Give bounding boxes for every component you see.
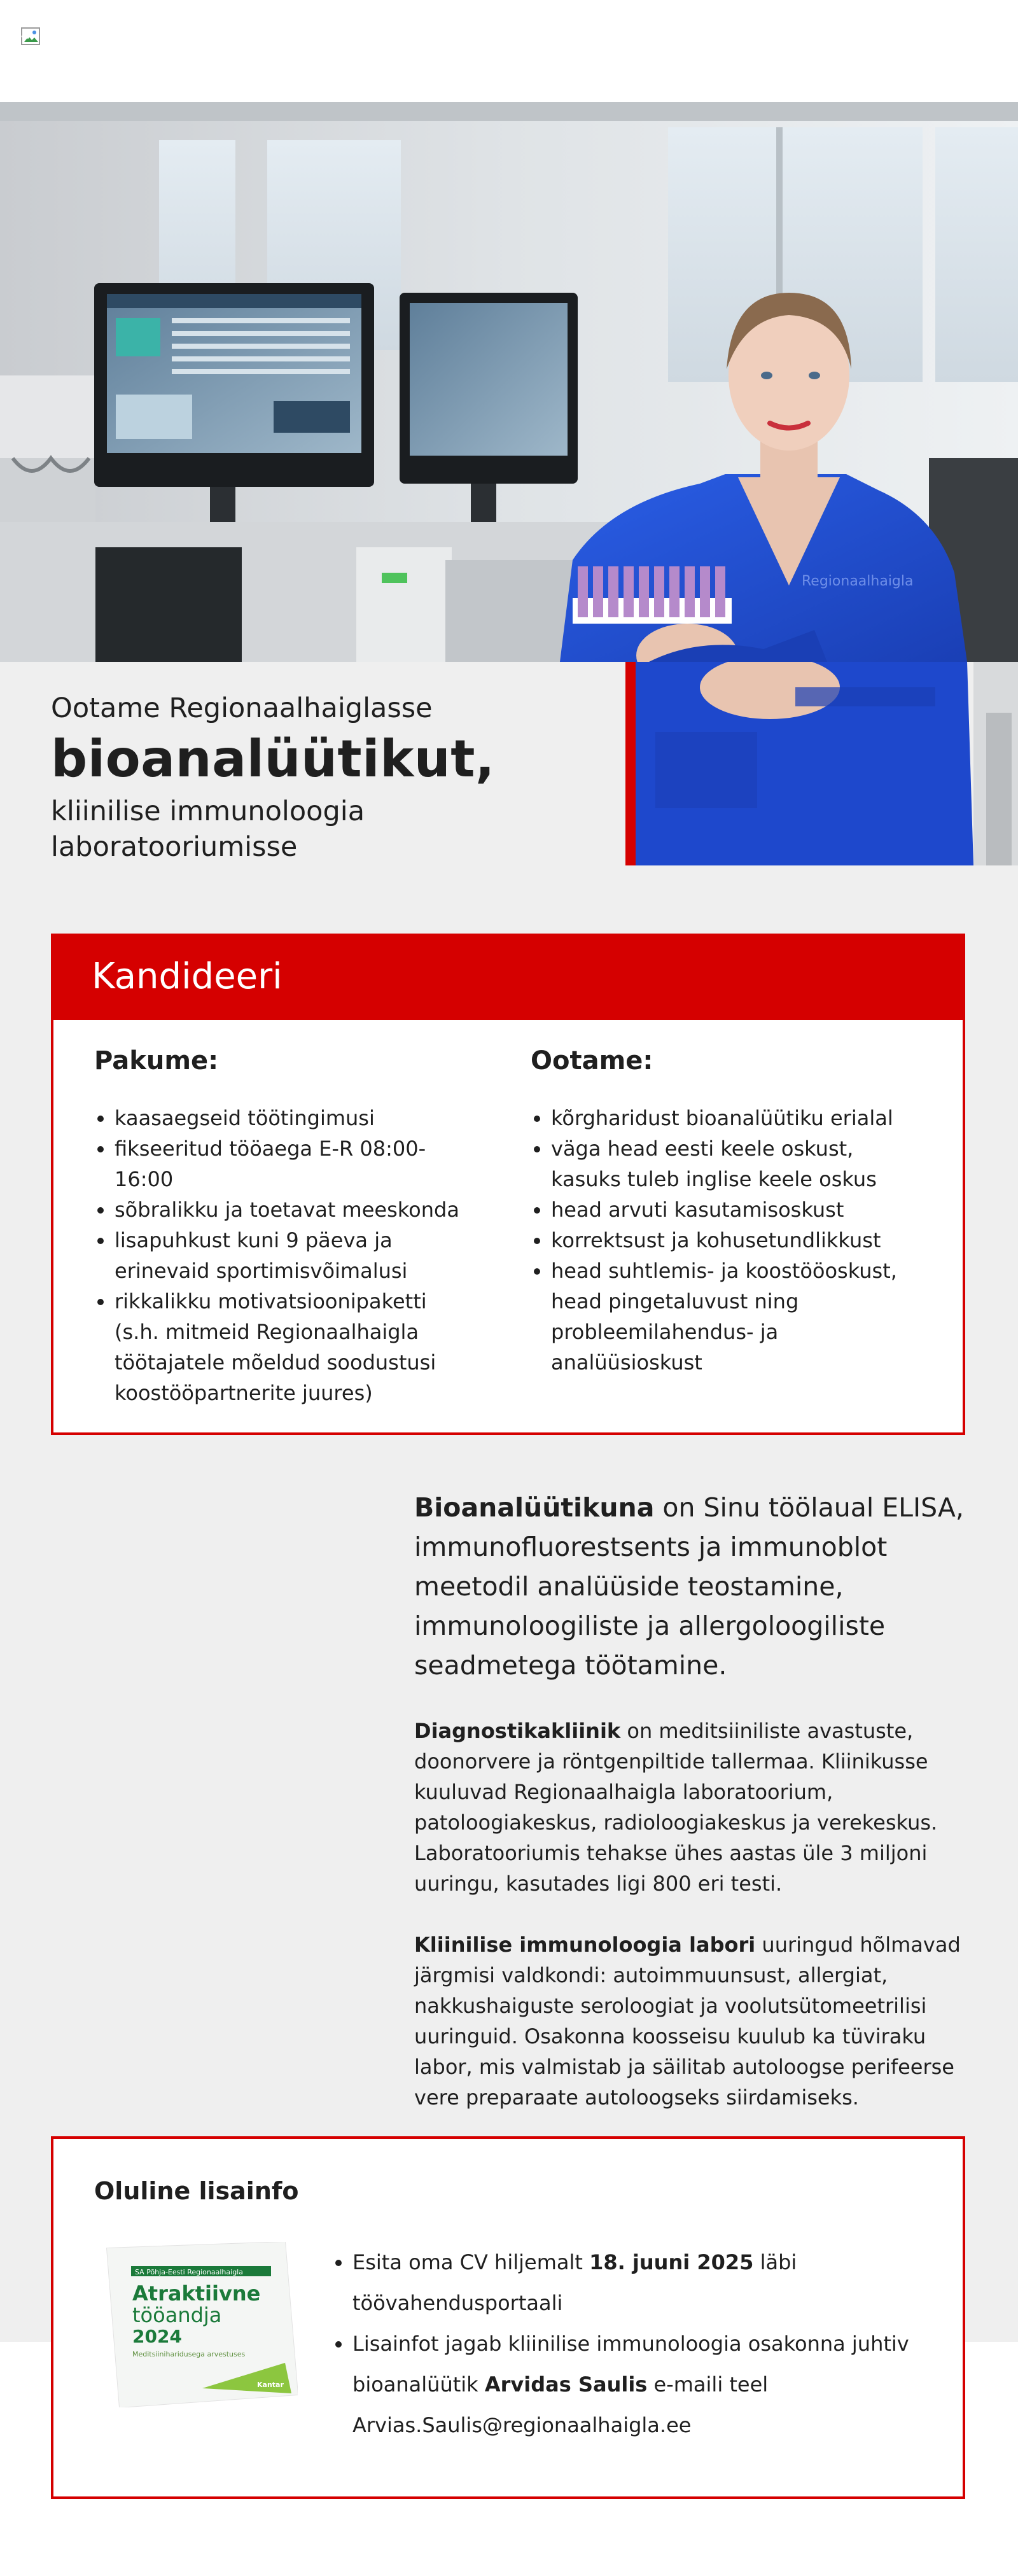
contact-text-pre: Lisainfot jagab kliinilise immunoloogia osakonna juhtiv bioanalüütik: [352, 2332, 909, 2397]
list-item: • väga head eesti keele oskust, kasuks tuleb inglise keele oskus: [551, 1133, 912, 1194]
hero-image-lower: [630, 662, 1018, 865]
list-item: [352, 2242, 951, 2323]
list-item: • kõrgharidust bioanalüütiku erialal: [551, 1103, 912, 1133]
expect-column: [531, 1043, 912, 1378]
list-item: • fikseeritud tööaega E-R 08:00-16:00: [115, 1133, 476, 1194]
badge-brand: Kantar: [257, 2381, 284, 2389]
job-title-block: [51, 690, 611, 865]
lab-text: uuringud hõlmavad järgmisi valdkondi: autoimmuunsust, allergiat, nakkushaiguste seroloogiat ja voolutsütomeetrilisi uuringuid. Osakonna koosseisu kuulub ka tüviraku labor, mis valmistab ja säilitab autoloogse perifeerse vere preparaate autoloogseks siirdamiseks.: [414, 1933, 961, 2110]
deadline-date: 18. juuni 2025: [589, 2250, 754, 2274]
list-item: • head arvuti kasutamisoskust: [551, 1194, 912, 1225]
badge-line1: Atraktiivne: [132, 2281, 261, 2306]
list-item: • sõbralikku ja toetavat meeskonda: [115, 1194, 476, 1225]
additional-info-list: [328, 2242, 951, 2446]
list-item: • head suhtlemis- ja koostööoskust, head pingetaluvust ning probleemilahendus- ja analüüsioskust: [551, 1256, 912, 1378]
badge-subtitle: Meditsiiniharidusega arvestuses: [132, 2350, 246, 2358]
apply-button-label: Kandideeri: [92, 956, 282, 997]
deadline-text-pre: Esita oma CV hiljemalt: [352, 2250, 590, 2274]
additional-info-card: [51, 2136, 965, 2499]
title-intro: Ootame Regionaalhaiglasse: [51, 692, 433, 724]
scrub-embroidery-text: Regionaalhaigla: [802, 573, 914, 589]
page-title: bioanalüütikut,: [51, 729, 495, 788]
description-paragraph-clinic: [414, 1716, 987, 1899]
job-description: [414, 1488, 987, 2113]
additional-info-title: Oluline lisainfo: [94, 2177, 299, 2205]
offer-column: [94, 1043, 476, 1408]
lab-name: Kliinilise immunoloogia labori: [414, 1933, 756, 1957]
title-subtitle: kliinilise immunoloogia laboratooriumisse: [51, 795, 365, 863]
badge-year: 2024: [132, 2326, 182, 2347]
description-paragraph-lab: [414, 1929, 987, 2113]
contact-name: Arvidas Saulis: [484, 2372, 648, 2397]
badge-line2: tööandja: [132, 2303, 222, 2327]
badge-organization: SA Põhja-Eesti Regionaalhaigla: [135, 2268, 243, 2276]
description-lead: [414, 1488, 987, 1685]
apply-button[interactable]: [51, 934, 965, 1020]
expect-heading: Ootame:: [531, 1046, 653, 1075]
broken-image-icon[interactable]: [20, 27, 42, 47]
list-item: • kaasaegseid töötingimusi: [115, 1103, 476, 1133]
list-item: • rikkalikku motivatsioonipaketti (s.h. mitmeid Regionaalhaigla töötajatele mõeldud soodustusi koostööpartnerite juures): [115, 1286, 476, 1408]
list-item: • lisapuhkust kuni 9 päeva ja erinevaid sportimisvõimalusi: [115, 1225, 476, 1286]
description-lead-text: on Sinu töölaual ELISA, immunofluorestsents ja immunoblot meetodil analüüside teostamine, immunoloogiliste ja allergoloogiliste seadmetega töötamine.: [414, 1492, 964, 1681]
offer-heading: Pakume:: [94, 1046, 219, 1075]
description-lead-bold: Bioanalüütikuna: [414, 1492, 655, 1523]
clinic-text: on meditsiiniliste avastuste, doonorvere ja röntgenpiltide tallermaa. Kliinikusse kuuluvad Regionaalhaigla laboratoorium, patoloogiakeskus, radioloogiakeskus ja verekeskus. Laboratooriumis tehakse ühes aastas üle 3 miljoni uuringu, kasutades ligi 800 eri testi.: [414, 1719, 938, 1896]
accent-bar: [625, 662, 636, 865]
deadline-text-post: läbi töövahendusportaali: [352, 2250, 797, 2315]
clinic-name: Diagnostikakliinik: [414, 1719, 621, 1743]
attractive-employer-badge: [94, 2242, 298, 2407]
offer-list: [94, 1103, 476, 1408]
expect-list: [531, 1103, 912, 1378]
contact-text-post: e-maili teel Arvias.Saulis@regionaalhaigla.ee: [352, 2372, 769, 2437]
list-item: • korrektsust ja kohusetundlikkust: [551, 1225, 912, 1256]
list-item: [352, 2323, 951, 2446]
page-header: [0, 0, 1018, 102]
job-details-card: [51, 934, 965, 1435]
